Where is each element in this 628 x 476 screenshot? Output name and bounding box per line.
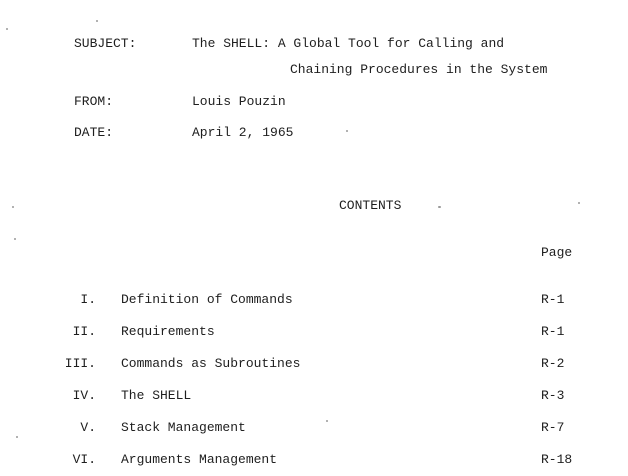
from-value: Louis Pouzin (192, 94, 286, 109)
entry-title: Definition of Commands (121, 292, 293, 307)
scan-speck (16, 436, 18, 438)
subject-line-1: The SHELL: A Global Tool for Calling and (192, 36, 505, 51)
entry-number: I. (80, 292, 96, 307)
date-value: April 2, 1965 (192, 125, 294, 140)
entry-page: R-18 (541, 452, 573, 467)
scan-speck (438, 206, 441, 208)
scan-speck (12, 206, 14, 208)
entry-title: Arguments Management (121, 452, 278, 467)
page-column-label: Page (541, 245, 573, 260)
subject-line-2: Chaining Procedures in the System (290, 62, 548, 77)
entry-title: Stack Management (121, 420, 246, 435)
entry-number: II. (72, 324, 96, 339)
entry-page: R-3 (541, 388, 565, 403)
scan-speck (96, 20, 98, 22)
entry-number: IV. (72, 388, 96, 403)
contents-heading: CONTENTS (339, 198, 402, 213)
scan-speck (14, 238, 16, 240)
scan-speck (578, 202, 580, 204)
scan-speck (326, 420, 328, 422)
entry-number: V. (80, 420, 96, 435)
entry-title: Commands as Subroutines (121, 356, 301, 371)
entry-page: R-1 (541, 292, 565, 307)
entry-title: Requirements (121, 324, 215, 339)
entry-number: VI. (72, 452, 96, 467)
entry-page: R-7 (541, 420, 565, 435)
entry-number: III. (64, 356, 96, 371)
date-label: DATE: (74, 125, 114, 140)
entry-page: R-1 (541, 324, 565, 339)
scan-speck (6, 28, 8, 30)
from-label: FROM: (74, 94, 114, 109)
subject-label: SUBJECT: (74, 36, 137, 51)
entry-title: The SHELL (121, 388, 192, 403)
entry-page: R-2 (541, 356, 565, 371)
scan-speck (346, 130, 348, 132)
